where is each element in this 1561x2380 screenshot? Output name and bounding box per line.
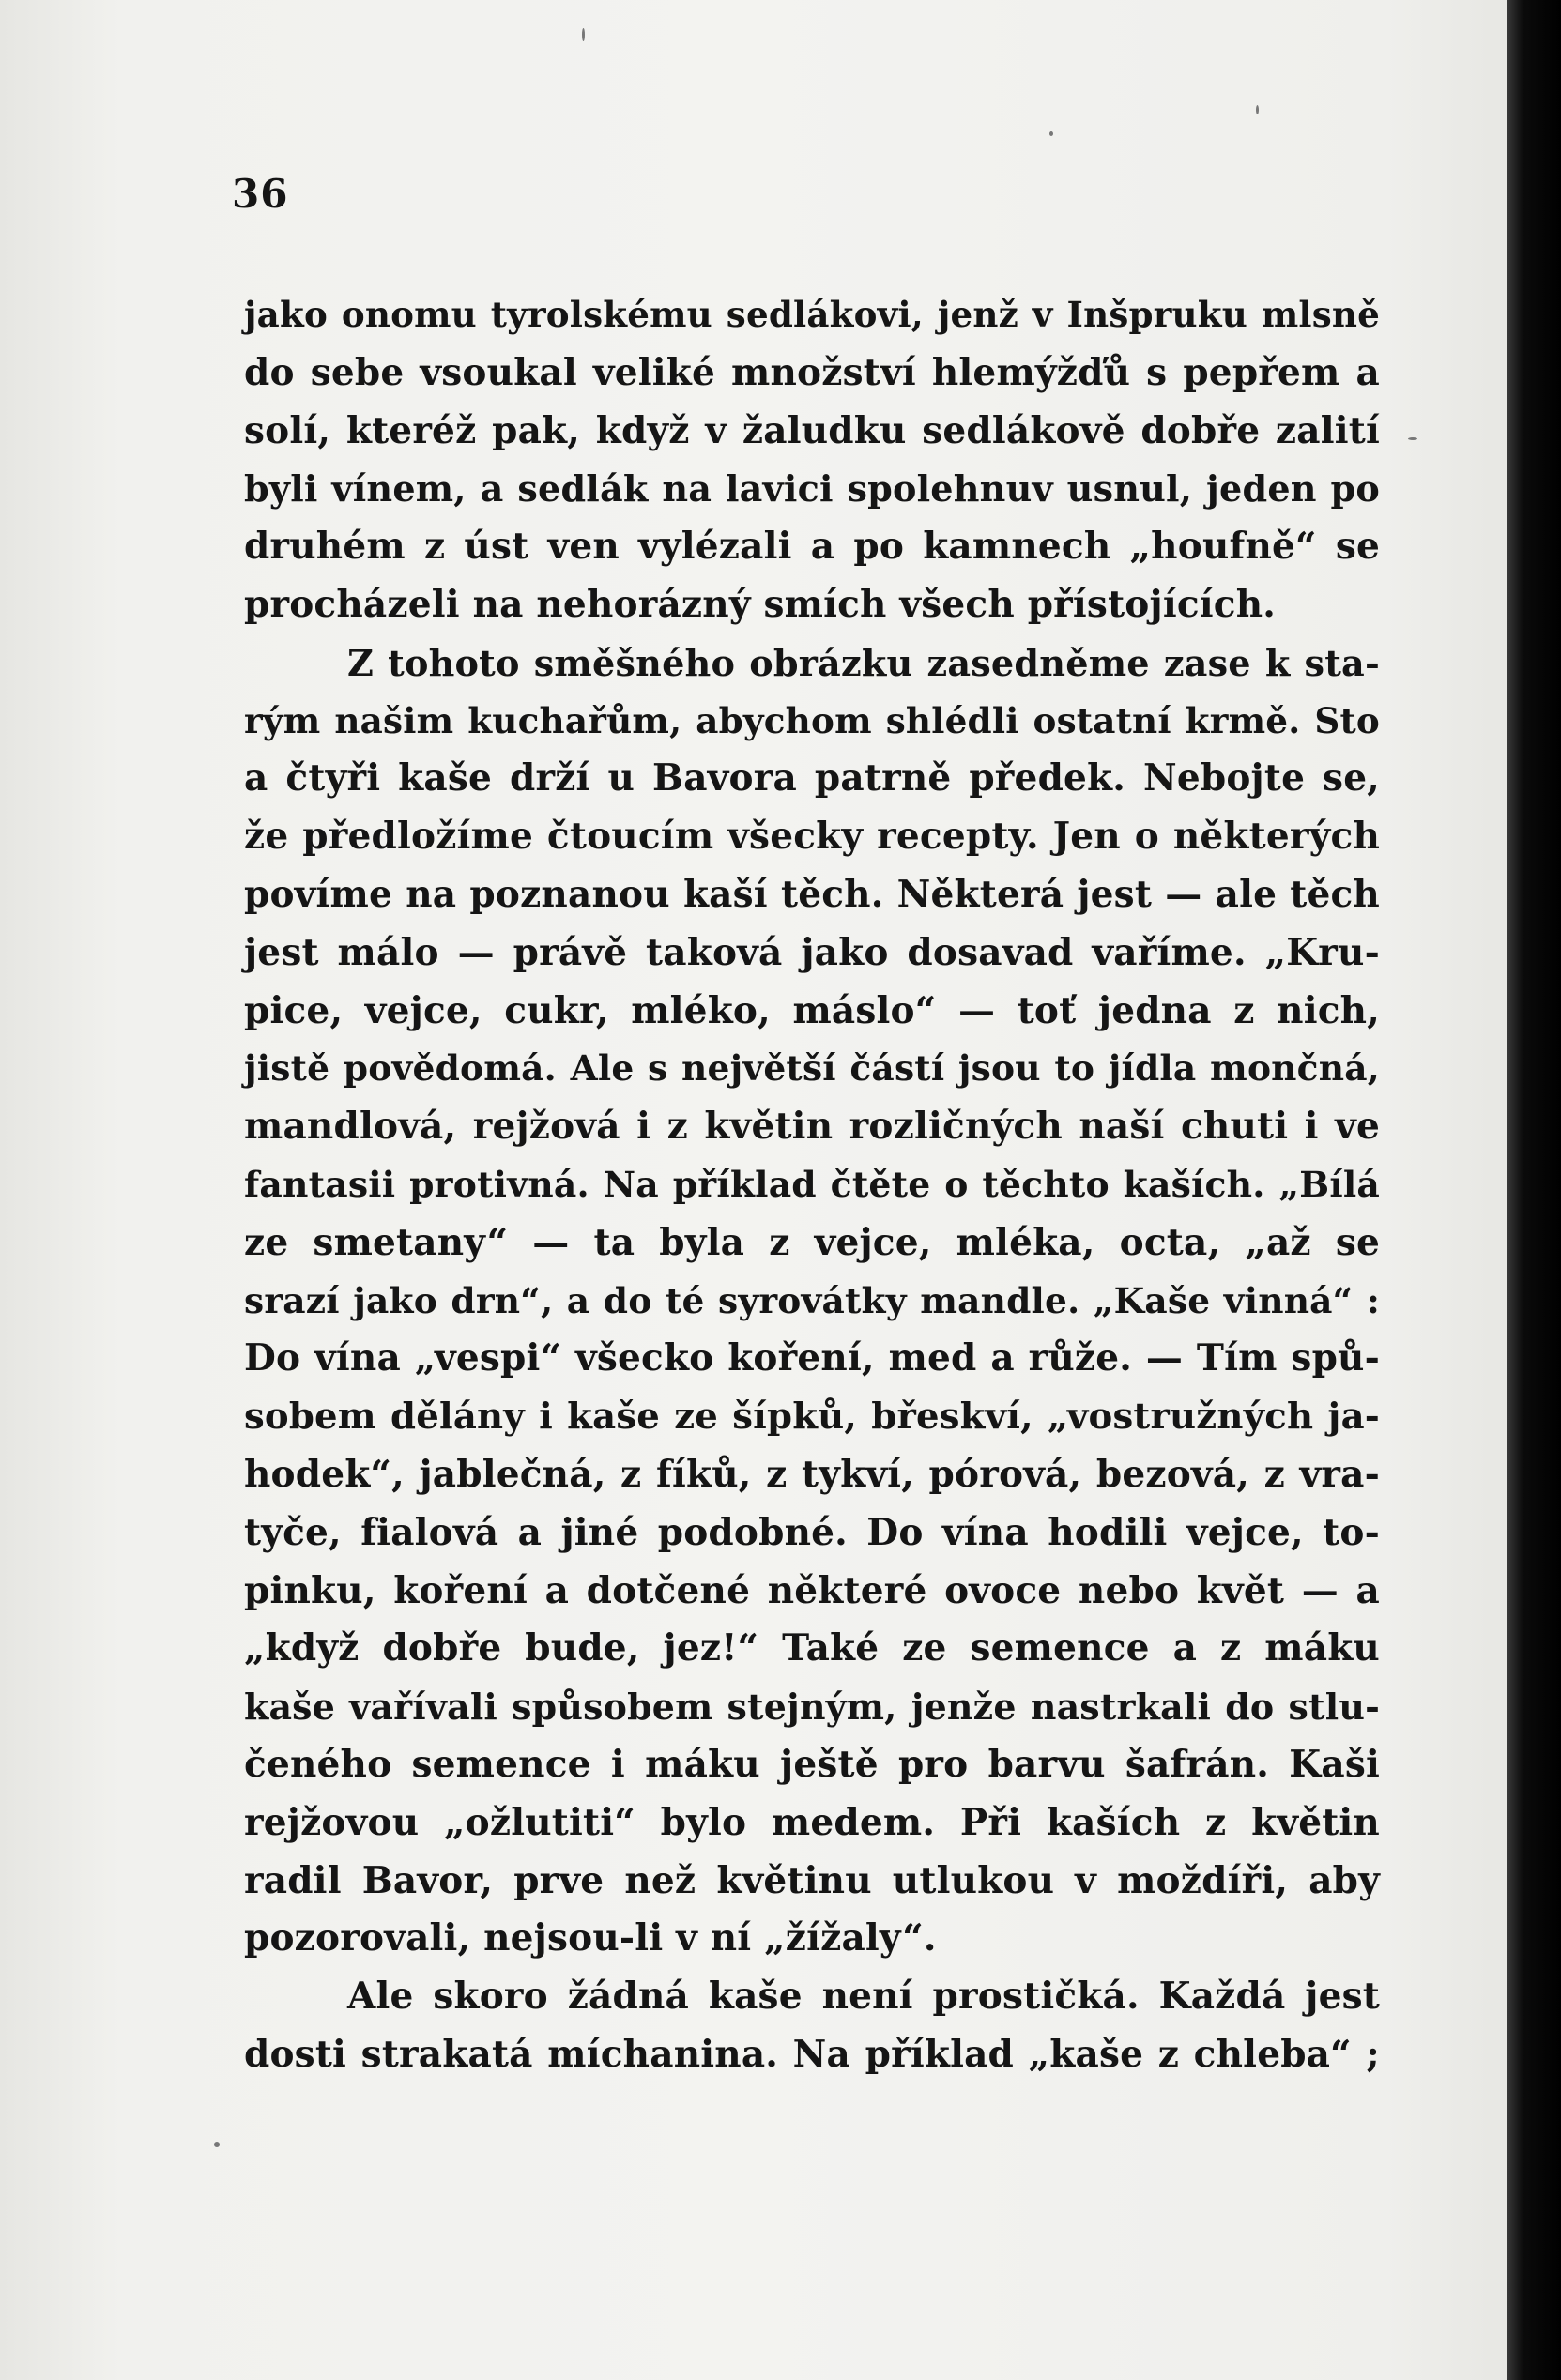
paper-speck (582, 28, 585, 41)
text-line: dosti strakatá míchanina. Na příklad „kaše z chleba“ ; (244, 2032, 1380, 2076)
text-line: radil Bavor, prve než květinu utlukou v moždíři, aby (244, 1858, 1380, 1902)
text-line: kaše vařívali spůsobem stejným, jenže nastrkali do stlu- (244, 1686, 1380, 1729)
text-line: Z tohoto směšného obrázku zasedněme zase k sta- (347, 641, 1380, 684)
page-number: 36 (232, 171, 289, 217)
text-line: jistě povědomá. Ale s největší částí jsou to jídla mončná, (244, 1047, 1380, 1090)
text-line: že předložíme čtoucím všecky recepty. Jen o některých (244, 815, 1380, 859)
text-line: a čtyři kaše drží u Bavora patrně předek. Nebojte se, (244, 756, 1380, 801)
text-line: čeného semence i máku ještě pro barvu šafrán. Kaši (244, 1742, 1380, 1786)
binding-edge (1507, 0, 1561, 2380)
text-line: „když dobře bude, jez!“ Také ze semence a z máku (244, 1626, 1380, 1671)
paper-speck (1408, 437, 1417, 440)
text-line: rým našim kuchařům, abychom shlédli ostatní krmě. Sto (244, 699, 1380, 741)
text-line: tyče, fialová a jiné podobné. Do vína hodili vejce, to- (244, 1510, 1380, 1554)
text-line: byli vínem, a sedlák na lavici spolehnuv usnul, jeden po (244, 467, 1380, 511)
text-line: pice, vejce, cukr, mléko, máslo“ — toť jedna z nich, (244, 988, 1380, 1032)
text-line: Ale skoro žádná kaše není prostičká. Každá jest (347, 1975, 1380, 2019)
text-line: do sebe vsoukal veliké množství hlemýžďů s pepřem a (244, 350, 1380, 394)
text-line: povíme na poznanou kaší těch. Některá jest — ale těch (244, 872, 1380, 916)
paper-speck (214, 2142, 220, 2147)
text-line: pinku, koření a dotčené některé ovoce nebo květ — a (244, 1568, 1380, 1612)
text-line: jest málo — právě taková jako dosavad vaříme. „Kru- (244, 930, 1380, 974)
text-line: solí, kteréž pak, když v žaludku sedlákově dobře zalití (244, 408, 1380, 452)
text-line: ze smetany“ — ta byla z vejce, mléka, octa, „až se (244, 1220, 1380, 1264)
paper-speck (1049, 131, 1053, 136)
text-line: srazí jako drn“, a do té syrovátky mandle. „Kaše vinná“ : (244, 1279, 1380, 1321)
text-line: rejžovou „ožlutiti“ bylo medem. Při kaších z květin (244, 1800, 1380, 1844)
text-line: fantasii protivná. Na příklad čtěte o těchto kaších. „Bílá (244, 1163, 1380, 1205)
text-line: pozorovali, nejsou-li v ní „žížaly“. (244, 1916, 937, 1960)
body-text (244, 286, 1380, 2084)
text-line: druhém z úst ven vylézali a po kamnech „houfně“ se (244, 525, 1380, 569)
text-line: Do vína „vespi“ všecko koření, med a růže. — Tím spů- (244, 1336, 1380, 1381)
text-line: mandlová, rejžová i z květin rozličných naší chuti i ve (244, 1105, 1380, 1149)
text-line: sobem dělány i kaše ze šípků, břeskví, „vostružných ja- (244, 1396, 1380, 1439)
paper-speck (1256, 105, 1259, 114)
text-line: jako onomu tyrolskému sedlákovi, jenž v Inšpruku mlsně (244, 294, 1380, 335)
text-line: hodek“, jablečná, z fíků, z tykví, pórová, bezová, z vra- (244, 1452, 1380, 1496)
text-line: procházeli na nehorázný smích všech přístojících. (244, 582, 1277, 626)
